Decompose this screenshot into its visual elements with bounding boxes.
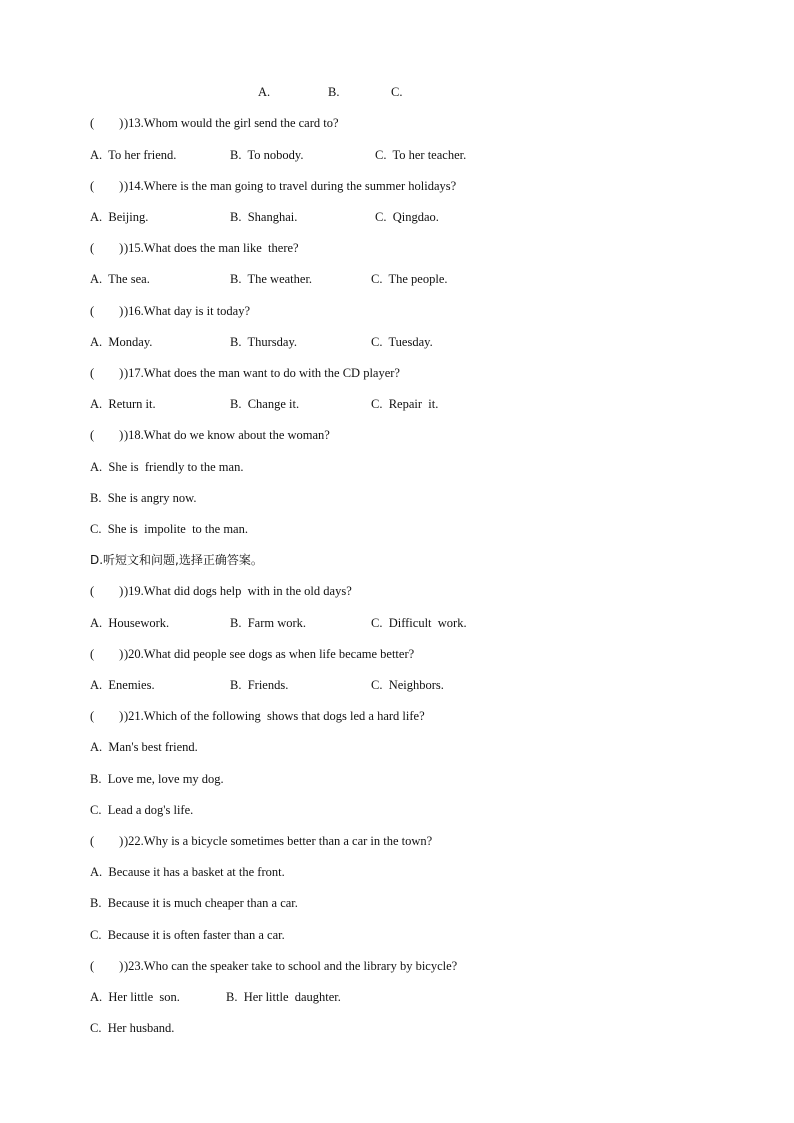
option-b: B. Her little daughter.: [226, 990, 341, 1004]
option-c: C. Neighbors.: [371, 678, 444, 692]
question-text: )13.Whom would the girl send the card to?: [124, 116, 339, 130]
answer-blank[interactable]: ( ): [90, 959, 124, 973]
option-c: C. Because it is often faster than a car.: [90, 928, 285, 942]
question-text: )15.What does the man like there?: [124, 241, 299, 255]
option-b: B. Farm work.: [230, 616, 307, 630]
question-20: [90, 646, 414, 662]
option-a: A. Return it.: [90, 397, 156, 411]
question-14: [90, 178, 456, 194]
option-c: C. Difficult work.: [371, 616, 467, 630]
option-b: B. Change it.: [230, 397, 300, 411]
question-text: )14.Where is the man going to travel during the summer holidays?: [124, 179, 457, 193]
question-text: )23.Who can the speaker take to school and the library by bicycle?: [124, 959, 458, 973]
option-a: A. Enemies.: [90, 678, 155, 692]
option-b: B. She is angry now.: [90, 491, 197, 505]
question-16: [90, 303, 250, 319]
option-c: C. Her husband.: [90, 1021, 175, 1035]
option-b: B. The weather.: [230, 272, 313, 286]
option-a: A. Monday.: [90, 335, 153, 349]
answer-blank[interactable]: ( ): [90, 366, 124, 380]
option-a: A. Her little son.: [90, 990, 180, 1004]
answer-blank[interactable]: ( ): [90, 179, 124, 193]
header-option-a: A.: [258, 85, 271, 99]
option-b: B. Friends.: [230, 678, 289, 692]
option-a: A. Beijing.: [90, 210, 149, 224]
answer-blank[interactable]: ( ): [90, 304, 124, 318]
option-a: A. She is friendly to the man.: [90, 460, 244, 474]
option-b: B. Thursday.: [230, 335, 298, 349]
option-a: A. Housework.: [90, 616, 170, 630]
question-19: [90, 583, 352, 599]
option-c: C. To her teacher.: [375, 148, 467, 162]
option-a: A. The sea.: [90, 272, 150, 286]
option-c: C. Qingdao.: [375, 210, 439, 224]
question-17: [90, 365, 400, 381]
option-b: B. Because it is much cheaper than a car.: [90, 896, 298, 910]
question-22: [90, 833, 432, 849]
question-text: )18.What do we know about the woman?: [124, 428, 330, 442]
answer-blank[interactable]: ( ): [90, 647, 124, 661]
option-b: B. Love me, love my dog.: [90, 772, 224, 786]
answer-blank[interactable]: ( ): [90, 709, 124, 723]
question-text: )21.Which of the following shows that dogs led a hard life?: [124, 709, 425, 723]
option-a: A. To her friend.: [90, 148, 177, 162]
question-text: )20.What did people see dogs as when life became better?: [124, 647, 415, 661]
option-c: C. She is impolite to the man.: [90, 522, 248, 536]
question-13: [90, 115, 339, 131]
question-21: [90, 708, 425, 724]
question-23: [90, 958, 457, 974]
answer-blank[interactable]: ( ): [90, 241, 124, 255]
header-option-b: B.: [328, 85, 340, 99]
question-text: )16.What day is it today?: [124, 304, 251, 318]
answer-blank[interactable]: ( ): [90, 584, 124, 598]
option-c: C. Lead a dog's life.: [90, 803, 194, 817]
question-text: )22.Why is a bicycle sometimes better than a car in the town?: [124, 834, 433, 848]
option-c: C. Tuesday.: [371, 335, 433, 349]
option-a: A. Because it has a basket at the front.: [90, 865, 285, 879]
option-b: B. Shanghai.: [230, 210, 298, 224]
option-b: B. To nobody.: [230, 148, 304, 162]
option-c: C. The people.: [371, 272, 448, 286]
answer-blank[interactable]: ( ): [90, 834, 124, 848]
option-c: C. Repair it.: [371, 397, 439, 411]
question-18: [90, 427, 330, 443]
header-option-c: C.: [391, 85, 403, 99]
answer-blank[interactable]: ( ): [90, 116, 124, 130]
section-d-heading: D.听短文和问题,选择正确答案。: [90, 553, 263, 567]
question-15: [90, 240, 299, 256]
question-text: )17.What does the man want to do with the CD player?: [124, 366, 400, 380]
option-a: A. Man's best friend.: [90, 740, 198, 754]
question-text: )19.What did dogs help with in the old days?: [124, 584, 352, 598]
answer-blank[interactable]: ( ): [90, 428, 124, 442]
